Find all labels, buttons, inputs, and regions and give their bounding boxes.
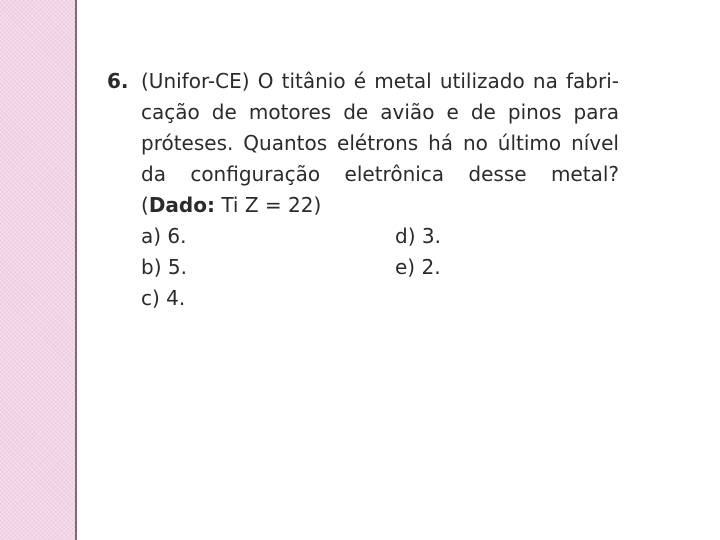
question-line: da configuração eletrônica desse metal? [141, 162, 619, 186]
option-d: d) 3. [395, 224, 441, 248]
decorative-sidebar [0, 0, 77, 540]
question-line: próteses. Quantos elétrons há no último nível [141, 131, 619, 155]
question-line: cação de motores de avião e de pinos para [141, 100, 619, 124]
answer-options [141, 221, 619, 314]
given-label: Dado: [148, 193, 215, 217]
option-b: b) 5. [141, 255, 187, 279]
given-data-line [141, 190, 619, 221]
given-open-paren: ( [141, 193, 149, 217]
question-line: (Unifor-CE) O titânio é metal utilizado na fabri- [141, 69, 619, 93]
option-a: a) 6. [141, 224, 187, 248]
option-c: c) 4. [141, 286, 186, 310]
option-e: e) 2. [395, 255, 441, 279]
question-body [141, 66, 619, 314]
given-value: Ti Z = 22) [214, 193, 322, 217]
question-number: 6. [107, 69, 129, 93]
